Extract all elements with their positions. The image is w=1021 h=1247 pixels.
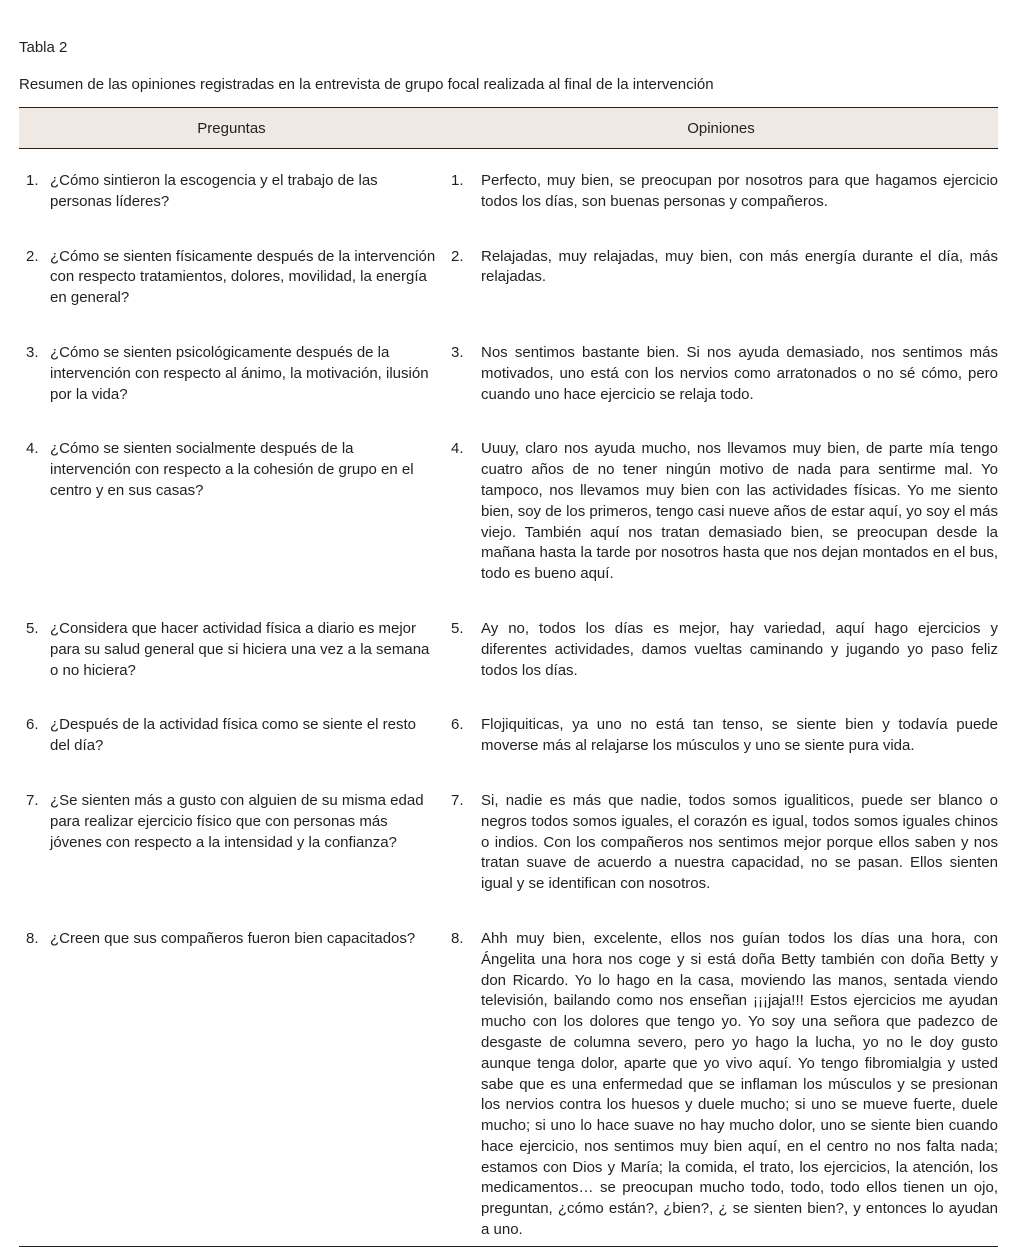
table-label: Tabla 2 (19, 39, 68, 56)
opinion-number: 6. (451, 716, 464, 734)
question-cell (19, 698, 444, 774)
question-cell (19, 230, 444, 326)
question-number: 7. (26, 791, 39, 809)
question-text: ¿Después de la actividad física como se siente el resto del día? (50, 716, 417, 755)
table-row (19, 326, 998, 422)
table-row (19, 602, 998, 698)
opinion-cell (444, 912, 998, 1246)
question-cell (19, 422, 444, 602)
document-page (19, 38, 998, 1247)
opinion-number: 8. (451, 929, 464, 947)
opinions-table (19, 107, 998, 1247)
opinion-number: 3. (451, 343, 464, 361)
question-number: 6. (26, 716, 39, 734)
question-number: 1. (26, 172, 39, 189)
opinion-text: Nos sentimos bastante bien. Si nos ayuda demasiado, nos sentimos más motivados, uno está con los nervios como arratonados o no sé cómo, pero cuando uno hace ejercicio se relaja todo. (481, 343, 998, 403)
opinion-number: 5. (451, 619, 464, 637)
table-row (19, 422, 998, 602)
header-questions: Preguntas (19, 108, 444, 149)
opinion-text: Si, nadie es más que nadie, todos somos igualiticos, puede ser blanco o negros todos somos iguales, el corazón es igual, todos somos iguales chinos o indios. Con los compañeros nos sentimos mejor porque ellos saben y nos tratan suave de acuerdo a nuestra capacidad, no se pasan. Ellos sienten igual y se identifican con nosotros. (481, 791, 998, 893)
opinion-text: Ahh muy bien, excelente, ellos nos guían todos los días una hora, con Ángelita una hora nos coge y si está doña Betty también con doña Betty y don Ricardo. Yo lo hago en la casa, moviendo las manos, sentada viendo televisión, bailando como nos enseñan ¡¡¡jaja!!! Estos ejercicios me ayudan mucho con los dolores que tengo yo. Yo soy una señora que padezco de desgaste de columna severo, pero yo hago la lucha, yo no le doy gusto aunque tenga dolor, aparte que yo vivo aquí. Yo tengo fibromialgia y usted sabe que es una enfermedad que se inflaman los músculos y se presionan los nervios contra los huesos y duele mucho; si uno se mueve fuerte, duele mucho; si uno lo hace suave no hay mucho dolor, uno se siente bien cuando hace ejercicio, nos sentimos muy bien aquí, en el centro no nos falta nada; estamos con Dios y María; la comida, el trato, los ejercicios, la atención, los medicamentos… se preocupan mucho todo, todo, todo ellos tienen un ojo, preguntan, ¿cómo están?, ¿bien?, ¿ se sienten bien?, y entonces lo ayudan a uno. (481, 929, 998, 1239)
question-cell (19, 149, 444, 230)
question-text: ¿Cómo se sienten socialmente después de la intervención con respecto a la cohesión de grupo en el centro y en sus casas? (50, 440, 414, 499)
question-text: ¿Cómo se sienten psicológicamente después de la intervención con respecto al ánimo, la motivación, ilusión por la vida? (50, 343, 429, 403)
opinion-number: 4. (451, 440, 464, 458)
header-opinions: Opiniones (444, 108, 998, 149)
opinion-cell (444, 230, 998, 326)
opinion-number: 2. (451, 247, 464, 265)
question-text: ¿Cómo sintieron la escogencia y el trabajo de las personas líderes? (50, 172, 378, 210)
opinion-text: Uuuy, claro nos ayuda mucho, nos llevamos muy bien, de parte mía tengo cuatro años de no tener ningún motivo de nada para sentirme mal. Yo tampoco, nos llevamos muy bien con las actividades físicas. Yo me siento bien, soy de los primeros, tengo casi nueve años de estar aquí, yo soy el más viejo. También aquí nos tratan demasiado bien, se preocupan desde la mañana hasta la tarde por nosotros hasta que nos dejan montados en el bus, todo es bueno aquí. (481, 440, 998, 583)
table-row (19, 698, 998, 774)
question-text: ¿Considera que hacer actividad física a diario es mejor para su salud general que si hiciera una vez a la semana o no hiciera? (50, 619, 430, 679)
question-text: ¿Se sienten más a gusto con alguien de su misma edad para realizar ejercicio físico que con personas más jóvenes con respecto a la intensidad y la confianza? (50, 791, 424, 851)
opinion-cell (444, 149, 998, 230)
question-cell (19, 326, 444, 422)
question-text: ¿Creen que sus compañeros fueron bien capacitados? (50, 929, 416, 947)
question-number: 4. (26, 440, 39, 458)
question-cell (19, 602, 444, 698)
opinion-text: Perfecto, muy bien, se preocupan por nosotros para que hagamos ejercicio todos los días, son buenas personas y compañeros. (481, 172, 998, 210)
opinion-text: Relajadas, muy relajadas, muy bien, con más energía durante el día, más relajadas. (481, 247, 998, 286)
question-cell (19, 912, 444, 1246)
opinion-cell (444, 698, 998, 774)
table-caption: Resumen de las opiniones registradas en la entrevista de grupo focal realizada al final de la intervención (19, 76, 714, 93)
question-number: 2. (26, 247, 39, 265)
opinion-cell (444, 602, 998, 698)
question-number: 3. (26, 343, 39, 361)
table-row (19, 230, 998, 326)
opinion-cell (444, 774, 998, 912)
opinion-cell (444, 326, 998, 422)
table-row (19, 912, 998, 1246)
opinion-cell (444, 422, 998, 602)
question-number: 8. (26, 929, 39, 947)
opinion-number: 7. (451, 791, 464, 809)
table-row (19, 774, 998, 912)
opinion-number: 1. (451, 172, 464, 189)
question-text: ¿Cómo se sienten físicamente después de la intervención con respecto tratamientos, dolores, movilidad, la energía en general? (50, 247, 436, 307)
opinion-text: Ay no, todos los días es mejor, hay variedad, aquí hago ejercicios y diferentes actividades, damos vueltas caminando y jugando yo paso feliz todos los días. (481, 619, 998, 679)
table-row (19, 149, 998, 230)
table-header-row (19, 108, 998, 149)
question-number: 5. (26, 619, 39, 637)
table-body (19, 149, 998, 1247)
opinion-text: Flojiquiticas, ya uno no está tan tenso, se siente bien y todavía puede moverse más al relajarse los músculos y uno se siente pura vida. (481, 716, 998, 755)
question-cell (19, 774, 444, 912)
